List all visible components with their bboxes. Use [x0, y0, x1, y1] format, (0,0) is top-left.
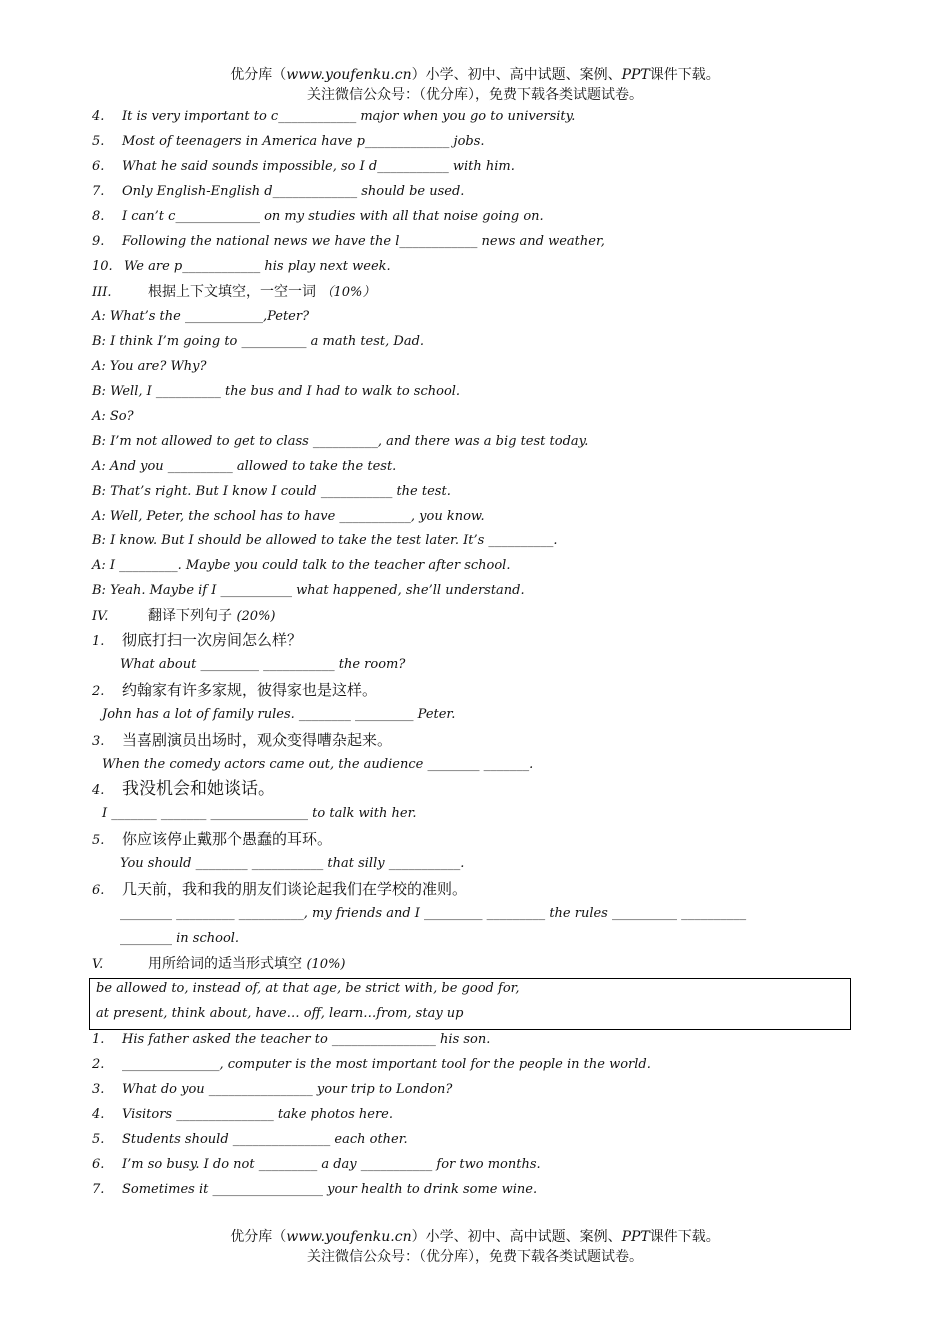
section2-item: 8. I can’t c_____________ on my studies with all that noise going on.	[92, 209, 544, 224]
word-bank-line: at present, think about, have… off, learn…from, stay up	[96, 1006, 464, 1021]
translation-answer: ________ in school.	[120, 931, 240, 946]
section2-item: 4. It is very important to c____________ major when you go to university.	[92, 109, 576, 124]
header-url: www.youfenku.cn	[286, 67, 412, 83]
footer-line-1: 优分库（www.youfenku.cn）小学、初中、高中试题、案例、PPT课件下载。	[230, 1229, 720, 1245]
section4-heading: IV. 翻译下列句子 (20%)	[92, 608, 276, 624]
fill-item: 1. His father asked the teacher to ________________ his son.	[92, 1032, 491, 1047]
translation-prompt: 3. 当喜剧演员出场时，观众变得嘈杂起来。	[92, 731, 393, 749]
section2-item: 6. What he said sounds impossible, so I d___________ with him.	[92, 159, 515, 174]
fill-item: 6. I’m so busy. I do not _________ a day ___________ for two months.	[92, 1157, 541, 1172]
dialogue-line: B: That’s right. But I know I could ___________ the test.	[92, 484, 451, 499]
translation-answer: What about _________ ___________ the room?	[120, 657, 406, 672]
translation-answer: John has a lot of family rules. ________ _________ Peter.	[102, 707, 456, 722]
dialogue-line: B: Yeah. Maybe if I ___________ what happened, she’ll understand.	[92, 583, 525, 598]
footer-url: www.youfenku.cn	[286, 1229, 412, 1245]
fill-item: 4. Visitors _______________ take photos here.	[92, 1107, 394, 1122]
section2-item: 5. Most of teenagers in America have p_____________ jobs.	[92, 134, 485, 149]
translation-answer: ________ _________ __________, my friends and I _________ _________ the rules __________ __________	[120, 906, 747, 921]
translation-prompt: 2. 约翰家有许多家规，彼得家也是这样。	[92, 681, 378, 699]
translation-answer: When the comedy actors came out, the audience ________ _______.	[102, 757, 534, 772]
translation-prompt: 6. 几天前，我和我的朋友们谈论起我们在学校的准则。	[92, 880, 468, 898]
fill-item: 7. Sometimes it _________________ your health to drink some wine.	[92, 1182, 538, 1197]
footer-line-2: 关注微信公众号：（优分库），免费下载各类试题试卷。	[307, 1249, 643, 1265]
fill-item: 3. What do you ________________ your trip to London?	[92, 1082, 453, 1097]
translation-prompt: 1. 彻底打扫一次房间怎么样？	[92, 631, 303, 649]
translation-answer: You should ________ ___________ that silly ___________.	[120, 856, 465, 871]
dialogue-line: B: I’m not allowed to get to class __________, and there was a big test today.	[92, 434, 589, 449]
dialogue-line: A: And you __________ allowed to take the test.	[92, 459, 397, 474]
word-bank-box	[89, 978, 851, 1030]
dialogue-line: B: I know. But I should be allowed to take the test later. It’s __________.	[92, 533, 558, 548]
translation-prompt: 4. 我没机会和她谈话。	[92, 779, 275, 799]
fill-item: 5. Students should _______________ each other.	[92, 1132, 408, 1147]
dialogue-line: A: So?	[92, 409, 134, 424]
header-line-2: 关注微信公众号：（优分库），免费下载各类试题试卷。	[307, 87, 643, 103]
section5-heading: V. 用所给词的适当形式填空 (10%)	[92, 956, 346, 972]
translation-prompt: 5. 你应该停止戴那个愚蠢的耳环。	[92, 830, 333, 848]
section2-item: 10. We are p____________ his play next week.	[92, 259, 391, 274]
word-bank-line: be allowed to, instead of, at that age, be strict with, be good for,	[96, 981, 520, 996]
section2-item: 9. Following the national news we have the l____________ news and weather,	[92, 234, 605, 249]
fill-item: 2. _______________, computer is the most important tool for the people in the world.	[92, 1057, 651, 1072]
dialogue-line: B: I think I’m going to __________ a math test, Dad.	[92, 334, 425, 349]
dialogue-line: B: Well, I __________ the bus and I had to walk to school.	[92, 384, 461, 399]
section2-item: 7. Only English-English d_____________ should be used.	[92, 184, 465, 199]
dialogue-line: A: I _________. Maybe you could talk to the teacher after school.	[92, 558, 511, 573]
dialogue-line: A: Well, Peter, the school has to have ___________, you know.	[92, 509, 485, 524]
dialogue-line: A: What’s the ____________,Peter?	[92, 309, 310, 324]
section3-heading: III. 根据上下文填空，一空一词 （10%）	[92, 284, 376, 300]
dialogue-line: A: You are? Why?	[92, 359, 207, 374]
header-line-1: 优分库（www.youfenku.cn）小学、初中、高中试题、案例、PPT课件下载。	[230, 67, 720, 83]
translation-answer: I _______ _______ _______________ to talk with her.	[102, 806, 417, 821]
